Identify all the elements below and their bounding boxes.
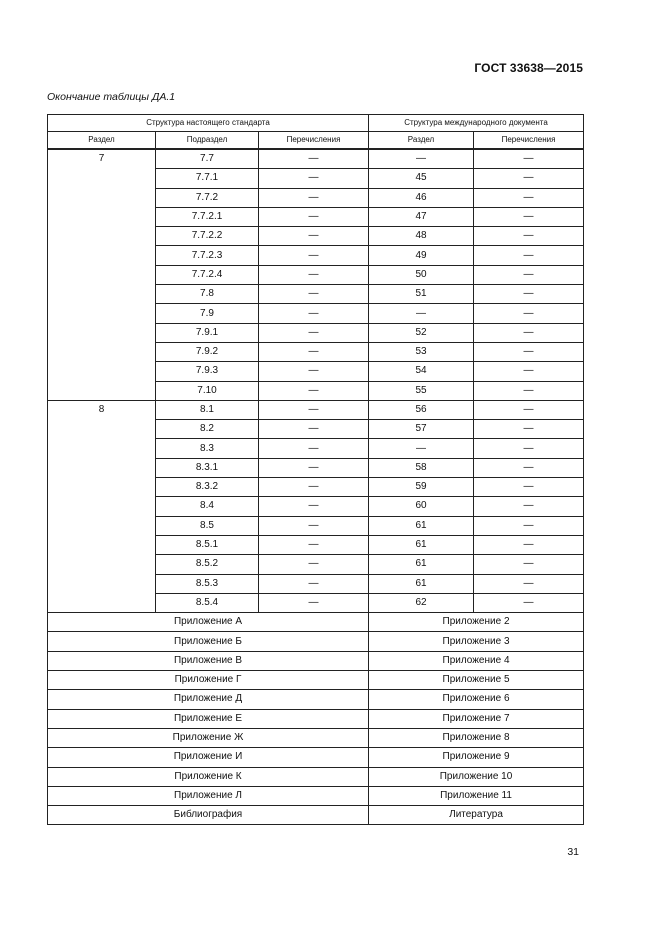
appendix-current-cell: Приложение К (48, 767, 369, 786)
document-code: ГОСТ 33638—2015 (474, 61, 583, 75)
appendix-row (48, 690, 584, 709)
intl-enumeration-cell: — (474, 169, 584, 188)
intl-section-cell: 60 (369, 497, 474, 516)
subsection-cell: 7.7.2.1 (156, 207, 259, 226)
appendix-row (48, 651, 584, 670)
subsection-cell: 8.5.2 (156, 555, 259, 574)
enumeration-cell: — (259, 574, 369, 593)
intl-section-cell: 50 (369, 265, 474, 284)
appendix-international-cell: Литература (369, 806, 584, 825)
intl-enumeration-cell: — (474, 207, 584, 226)
enumeration-cell: — (259, 400, 369, 419)
enumeration-cell: — (259, 227, 369, 246)
intl-section-cell: 59 (369, 478, 474, 497)
intl-enumeration-cell: — (474, 535, 584, 554)
intl-section-cell: 61 (369, 516, 474, 535)
intl-section-cell: — (369, 439, 474, 458)
column-header: Перечисления (259, 132, 369, 150)
enumeration-cell: — (259, 188, 369, 207)
intl-section-cell: — (369, 149, 474, 169)
enumeration-cell: — (259, 304, 369, 323)
appendix-row (48, 806, 584, 825)
intl-section-cell: 52 (369, 323, 474, 342)
intl-section-cell: 46 (369, 188, 474, 207)
subsection-cell: 8.5.3 (156, 574, 259, 593)
subsection-cell: 7.7.2.3 (156, 246, 259, 265)
intl-section-cell: 61 (369, 555, 474, 574)
appendix-current-cell: Приложение Б (48, 632, 369, 651)
intl-section-cell: 53 (369, 342, 474, 361)
appendix-current-cell: Библиография (48, 806, 369, 825)
subsection-cell: 7.9 (156, 304, 259, 323)
subsection-cell: 8.3.1 (156, 458, 259, 477)
enumeration-cell: — (259, 439, 369, 458)
subsection-cell: 7.9.3 (156, 362, 259, 381)
intl-enumeration-cell: — (474, 478, 584, 497)
intl-enumeration-cell: — (474, 555, 584, 574)
subsection-cell: 8.5 (156, 516, 259, 535)
intl-enumeration-cell: — (474, 497, 584, 516)
enumeration-cell: — (259, 593, 369, 612)
column-header: Подраздел (156, 132, 259, 150)
subsection-cell: 8.4 (156, 497, 259, 516)
enumeration-cell: — (259, 265, 369, 284)
appendix-international-cell: Приложение 2 (369, 613, 584, 632)
appendix-international-cell: Приложение 4 (369, 651, 584, 670)
subsection-cell: 8.3 (156, 439, 259, 458)
subsection-cell: 7.7.2 (156, 188, 259, 207)
appendix-row (48, 767, 584, 786)
enumeration-cell: — (259, 420, 369, 439)
appendix-international-cell: Приложение 5 (369, 671, 584, 690)
intl-enumeration-cell: — (474, 323, 584, 342)
intl-enumeration-cell: — (474, 420, 584, 439)
intl-section-cell: 62 (369, 593, 474, 612)
subsection-cell: 8.2 (156, 420, 259, 439)
intl-section-cell: 45 (369, 169, 474, 188)
enumeration-cell: — (259, 149, 369, 169)
appendix-row (48, 748, 584, 767)
intl-section-cell: 56 (369, 400, 474, 419)
appendix-current-cell: Приложение Ж (48, 728, 369, 747)
appendix-row (48, 671, 584, 690)
subsection-cell: 8.3.2 (156, 478, 259, 497)
enumeration-cell: — (259, 535, 369, 554)
appendix-international-cell: Приложение 9 (369, 748, 584, 767)
appendix-row (48, 632, 584, 651)
appendix-current-cell: Приложение Д (48, 690, 369, 709)
subsection-cell: 7.7.2.2 (156, 227, 259, 246)
enumeration-cell: — (259, 497, 369, 516)
subsection-cell: 7.8 (156, 285, 259, 304)
appendix-row (48, 613, 584, 632)
appendix-row (48, 728, 584, 747)
column-header: Перечисления (474, 132, 584, 150)
intl-section-cell: — (369, 304, 474, 323)
intl-section-cell: 58 (369, 458, 474, 477)
group-header-international-document: Структура международного документа (369, 115, 584, 132)
intl-enumeration-cell: — (474, 149, 584, 169)
enumeration-cell: — (259, 207, 369, 226)
enumeration-cell: — (259, 381, 369, 400)
intl-enumeration-cell: — (474, 439, 584, 458)
enumeration-cell: — (259, 246, 369, 265)
appendix-international-cell: Приложение 10 (369, 767, 584, 786)
subsection-cell: 7.9.1 (156, 323, 259, 342)
subsection-cell: 7.7 (156, 149, 259, 169)
intl-enumeration-cell: — (474, 400, 584, 419)
intl-section-cell: 57 (369, 420, 474, 439)
group-header-current-standard: Структура настоящего стандарта (48, 115, 369, 132)
table-row (48, 149, 584, 169)
intl-section-cell: 55 (369, 381, 474, 400)
intl-enumeration-cell: — (474, 285, 584, 304)
enumeration-cell: — (259, 285, 369, 304)
table-group-header-row (48, 115, 584, 132)
appendix-current-cell: Приложение А (48, 613, 369, 632)
intl-enumeration-cell: — (474, 246, 584, 265)
enumeration-cell: — (259, 342, 369, 361)
intl-section-cell: 48 (369, 227, 474, 246)
intl-section-cell: 49 (369, 246, 474, 265)
intl-enumeration-cell: — (474, 458, 584, 477)
correspondence-table (47, 114, 584, 825)
subsection-cell: 7.9.2 (156, 342, 259, 361)
intl-enumeration-cell: — (474, 593, 584, 612)
page-number: 31 (567, 846, 579, 858)
enumeration-cell: — (259, 169, 369, 188)
intl-section-cell: 54 (369, 362, 474, 381)
subsection-cell: 7.7.1 (156, 169, 259, 188)
appendix-current-cell: Приложение И (48, 748, 369, 767)
enumeration-cell: — (259, 516, 369, 535)
appendix-international-cell: Приложение 6 (369, 690, 584, 709)
subsection-cell: 7.7.2.4 (156, 265, 259, 284)
intl-enumeration-cell: — (474, 304, 584, 323)
subsection-cell: 7.10 (156, 381, 259, 400)
intl-enumeration-cell: — (474, 227, 584, 246)
appendix-current-cell: Приложение Г (48, 671, 369, 690)
subsection-cell: 8.5.1 (156, 535, 259, 554)
enumeration-cell: — (259, 478, 369, 497)
appendix-current-cell: Приложение Л (48, 786, 369, 805)
section-cell: 8 (48, 400, 156, 612)
table-row (48, 400, 584, 419)
intl-enumeration-cell: — (474, 516, 584, 535)
appendix-international-cell: Приложение 3 (369, 632, 584, 651)
intl-enumeration-cell: — (474, 362, 584, 381)
appendix-row (48, 709, 584, 728)
subsection-cell: 8.5.4 (156, 593, 259, 612)
intl-enumeration-cell: — (474, 381, 584, 400)
intl-enumeration-cell: — (474, 188, 584, 207)
subsection-cell: 8.1 (156, 400, 259, 419)
intl-section-cell: 61 (369, 574, 474, 593)
table-column-header-row (48, 132, 584, 150)
appendix-current-cell: Приложение Е (48, 709, 369, 728)
enumeration-cell: — (259, 555, 369, 574)
intl-section-cell: 47 (369, 207, 474, 226)
enumeration-cell: — (259, 323, 369, 342)
appendix-current-cell: Приложение В (48, 651, 369, 670)
section-cell: 7 (48, 149, 156, 400)
appendix-row (48, 786, 584, 805)
intl-section-cell: 51 (369, 285, 474, 304)
appendix-international-cell: Приложение 8 (369, 728, 584, 747)
intl-section-cell: 61 (369, 535, 474, 554)
enumeration-cell: — (259, 362, 369, 381)
enumeration-cell: — (259, 458, 369, 477)
intl-enumeration-cell: — (474, 574, 584, 593)
column-header: Раздел (369, 132, 474, 150)
table-caption: Окончание таблицы ДА.1 (47, 91, 176, 103)
appendix-international-cell: Приложение 7 (369, 709, 584, 728)
intl-enumeration-cell: — (474, 265, 584, 284)
intl-enumeration-cell: — (474, 342, 584, 361)
column-header: Раздел (48, 132, 156, 150)
appendix-international-cell: Приложение 11 (369, 786, 584, 805)
